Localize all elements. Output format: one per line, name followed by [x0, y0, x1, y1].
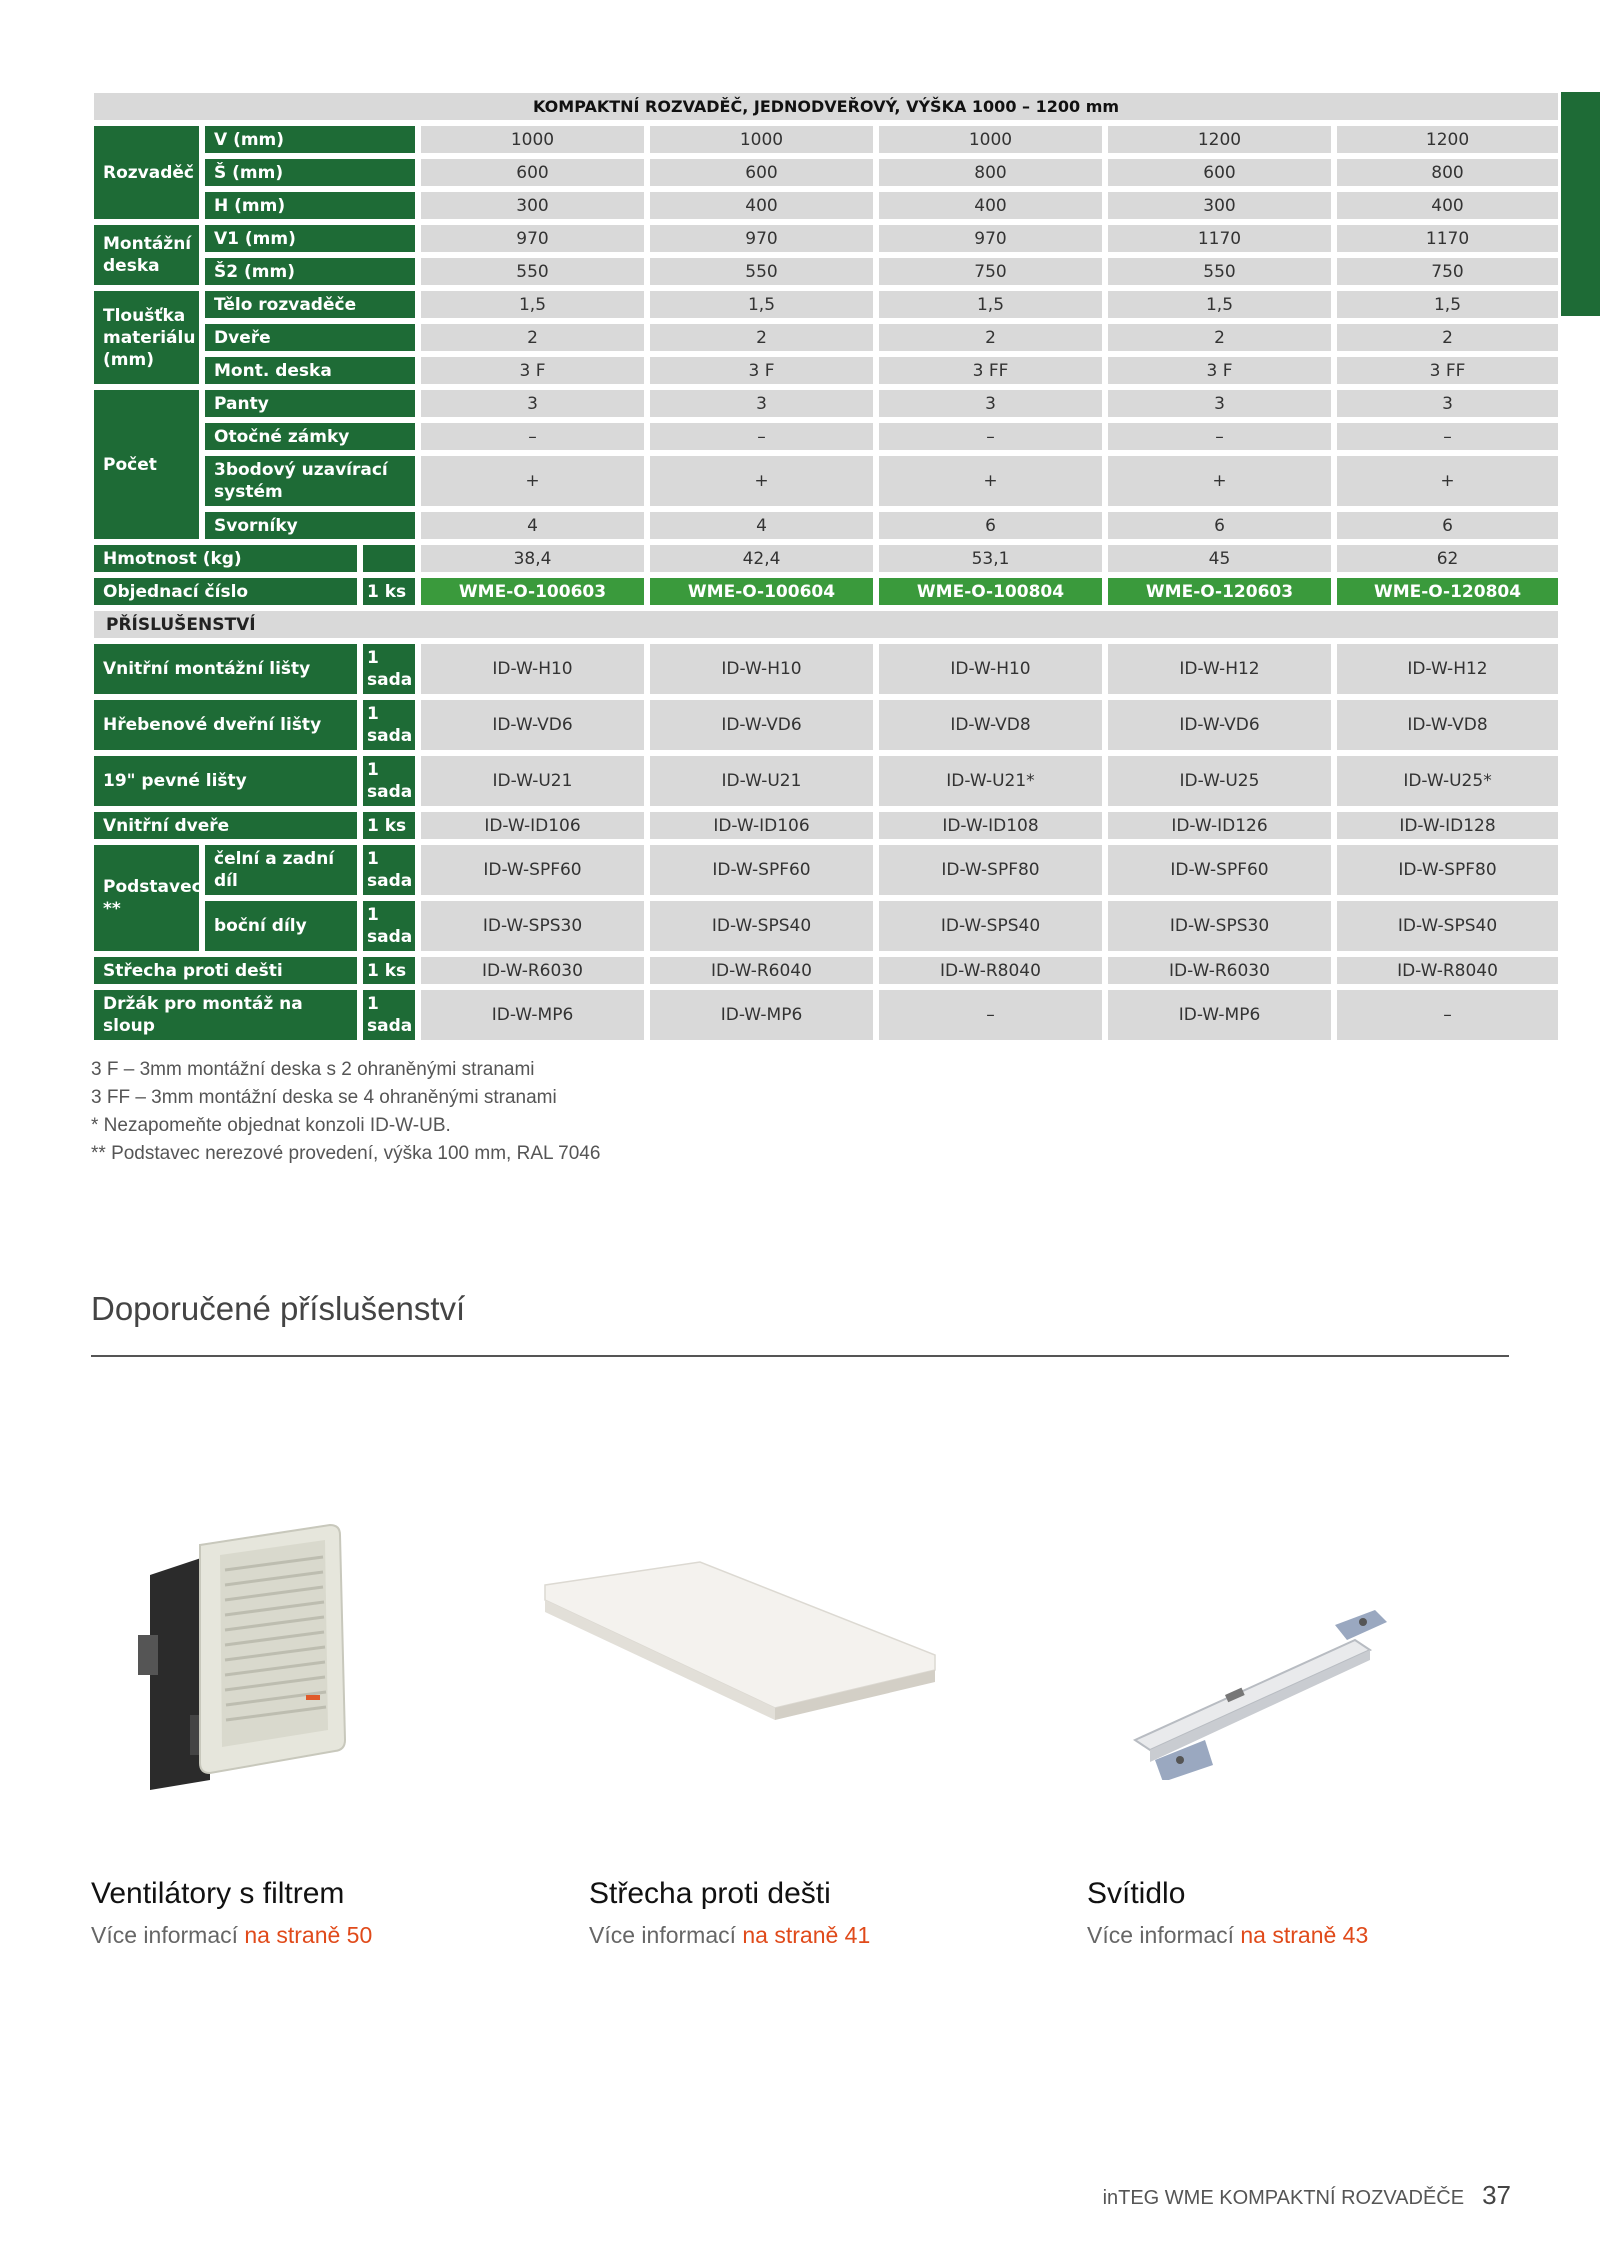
- group-label: Tloušťka materiálu (mm): [91, 288, 202, 387]
- cell: 1,5: [1334, 288, 1561, 321]
- cell: ID-W-ID106: [418, 809, 647, 842]
- cell: ID-W-R8040: [1334, 954, 1561, 987]
- product-more-info: [589, 1922, 870, 1949]
- unit-cell: 1 sada: [360, 641, 418, 697]
- table-row: [91, 123, 1561, 156]
- cell: ID-W-ID126: [1105, 809, 1334, 842]
- group-label: Rozvaděč: [91, 123, 202, 222]
- row-label: Hmotnost (kg): [91, 542, 360, 575]
- cell: 800: [1334, 156, 1561, 189]
- product-more-info: [1087, 1922, 1368, 1949]
- unit-cell: 1 ks: [360, 575, 418, 608]
- cell: ID-W-ID128: [1334, 809, 1561, 842]
- unit-cell: [360, 542, 418, 575]
- footer-title: inTEG WME KOMPAKTNÍ ROZVADĚČE: [1102, 2187, 1465, 2209]
- cell: 2: [647, 321, 876, 354]
- table-row: [91, 753, 1561, 809]
- row-label: Vnitřní dveře: [91, 809, 360, 842]
- row-label: V1 (mm): [202, 222, 418, 255]
- cell: ID-W-U21: [418, 753, 647, 809]
- unit-cell: 1 sada: [360, 753, 418, 809]
- table-row: [91, 321, 1561, 354]
- cell: +: [876, 453, 1105, 509]
- order-number: WME-O-100804: [876, 575, 1105, 608]
- cell: 1170: [1334, 222, 1561, 255]
- cell: ID-W-SPS30: [418, 898, 647, 954]
- cell: ID-W-R6030: [1105, 954, 1334, 987]
- cell: ID-W-H10: [418, 641, 647, 697]
- cell: 750: [1334, 255, 1561, 288]
- cell: 550: [647, 255, 876, 288]
- cell: 1000: [418, 123, 647, 156]
- cell: 970: [418, 222, 647, 255]
- cell: 3 FF: [1334, 354, 1561, 387]
- cell: 3 F: [418, 354, 647, 387]
- footnote: 3 FF – 3mm montážní deska se 4 ohraněnými stranami: [91, 1087, 557, 1108]
- cell: ID-W-SPF80: [1334, 842, 1561, 898]
- table-row: [91, 354, 1561, 387]
- unit-cell: 1 ks: [360, 954, 418, 987]
- cell: ID-W-U21: [647, 753, 876, 809]
- row-label: Dveře: [202, 321, 418, 354]
- cell: ID-W-SPF60: [647, 842, 876, 898]
- cell: 45: [1105, 542, 1334, 575]
- cell: 750: [876, 255, 1105, 288]
- cell: 1,5: [1105, 288, 1334, 321]
- group-label: Počet: [91, 387, 202, 542]
- cell: ID-W-MP6: [418, 987, 647, 1043]
- cell: 53,1: [876, 542, 1105, 575]
- order-number: WME-O-100603: [418, 575, 647, 608]
- divider: [91, 1355, 1509, 1357]
- table-row: [91, 189, 1561, 222]
- cell: –: [1334, 420, 1561, 453]
- cell: 550: [1105, 255, 1334, 288]
- cell: 1170: [1105, 222, 1334, 255]
- page-link[interactable]: na straně 43: [1240, 1922, 1369, 1948]
- more-info-label: Více informací: [589, 1922, 736, 1948]
- cell: ID-W-VD8: [876, 697, 1105, 753]
- cell: –: [1105, 420, 1334, 453]
- product-name: Svítidlo: [1087, 1877, 1186, 1910]
- cell: 6: [1334, 509, 1561, 542]
- cell: 600: [647, 156, 876, 189]
- cell: –: [418, 420, 647, 453]
- cell: 1,5: [647, 288, 876, 321]
- group-label: Montážní deska: [91, 222, 202, 288]
- cell: ID-W-R6040: [647, 954, 876, 987]
- cell: 3 F: [647, 354, 876, 387]
- more-info-label: Více informací: [1087, 1922, 1234, 1948]
- table-row: [91, 255, 1561, 288]
- footnote: * Nezapomeňte objednat konzoli ID-W-UB.: [91, 1115, 451, 1136]
- product-name: Střecha proti dešti: [589, 1877, 831, 1910]
- section-title: Doporučené příslušenství: [91, 1290, 466, 1327]
- order-number: WME-O-120603: [1105, 575, 1334, 608]
- row-label: boční díly: [202, 898, 360, 954]
- row-label: Hřebenové dveřní lišty: [91, 697, 360, 753]
- cell: 1200: [1105, 123, 1334, 156]
- row-label: Otočné zámky: [202, 420, 418, 453]
- cell: 300: [418, 189, 647, 222]
- cell: 3: [418, 387, 647, 420]
- cell: ID-W-VD6: [647, 697, 876, 753]
- cell: ID-W-MP6: [647, 987, 876, 1043]
- cell: +: [418, 453, 647, 509]
- cell: ID-W-MP6: [1105, 987, 1334, 1043]
- row-label: 3bodový uzavírací systém: [202, 453, 418, 509]
- product-more-info: [91, 1922, 372, 1949]
- cell: ID-W-ID108: [876, 809, 1105, 842]
- cell: 970: [647, 222, 876, 255]
- cell: ID-W-H12: [1105, 641, 1334, 697]
- cell: –: [876, 420, 1105, 453]
- row-label: Panty: [202, 387, 418, 420]
- rain-roof-image: [540, 1560, 940, 1740]
- cell: 800: [876, 156, 1105, 189]
- cell: 550: [418, 255, 647, 288]
- cell: 3 F: [1105, 354, 1334, 387]
- unit-cell: 1 sada: [360, 898, 418, 954]
- page-number: 37: [1482, 2180, 1511, 2210]
- table-row: [91, 387, 1561, 420]
- footnotes: [91, 1056, 600, 1168]
- table-row: [91, 987, 1561, 1043]
- cell: ID-W-VD6: [418, 697, 647, 753]
- row-label: Š (mm): [202, 156, 418, 189]
- table-title: KOMPAKTNÍ ROZVADĚČ, JEDNODVEŘOVÝ, VÝŠKA 1000 – 1200 mm: [91, 90, 1561, 123]
- cell: 6: [1105, 509, 1334, 542]
- row-label: 19" pevné lišty: [91, 753, 360, 809]
- unit-cell: 1 sada: [360, 987, 418, 1043]
- cell: 2: [418, 321, 647, 354]
- cell: 2: [1105, 321, 1334, 354]
- order-number: WME-O-120804: [1334, 575, 1561, 608]
- cell: ID-W-SPF80: [876, 842, 1105, 898]
- cell: 2: [876, 321, 1105, 354]
- cell: –: [876, 987, 1105, 1043]
- row-label: čelní a zadní díl: [202, 842, 360, 898]
- cell: ID-W-U21*: [876, 753, 1105, 809]
- table-row: [91, 697, 1561, 753]
- cell: 1000: [647, 123, 876, 156]
- cell: 400: [647, 189, 876, 222]
- row-label: Střecha proti dešti: [91, 954, 360, 987]
- cell: 3: [647, 387, 876, 420]
- footnote: 3 F – 3mm montážní deska s 2 ohraněnými stranami: [91, 1059, 535, 1080]
- cell: ID-W-H10: [647, 641, 876, 697]
- more-info-label: Více informací: [91, 1922, 238, 1948]
- group-label: Podstavec **: [91, 842, 202, 954]
- table-row: [91, 420, 1561, 453]
- cell: ID-W-ID106: [647, 809, 876, 842]
- row-label: Vnitřní montážní lišty: [91, 641, 360, 697]
- row-label: V (mm): [202, 123, 418, 156]
- table-row: [91, 954, 1561, 987]
- cell: ID-W-R6030: [418, 954, 647, 987]
- cell: 1200: [1334, 123, 1561, 156]
- accessories-header: PŘÍSLUŠENSTVÍ: [91, 608, 1561, 641]
- cell: 1,5: [876, 288, 1105, 321]
- row-label: Tělo rozvaděče: [202, 288, 418, 321]
- table-row: [91, 898, 1561, 954]
- unit-cell: 1 sada: [360, 842, 418, 898]
- row-label: Držák pro montáž na sloup: [91, 987, 360, 1043]
- lamp-image: [1125, 1600, 1405, 1780]
- order-number: WME-O-100604: [647, 575, 876, 608]
- cell: 400: [1334, 189, 1561, 222]
- fan-filter-image: [130, 1515, 360, 1815]
- product-name: Ventilátory s filtrem: [91, 1877, 345, 1910]
- cell: ID-W-SPS30: [1105, 898, 1334, 954]
- cell: ID-W-SPS40: [647, 898, 876, 954]
- cell: ID-W-R8040: [876, 954, 1105, 987]
- spec-table: [91, 90, 1561, 1043]
- cell: +: [1105, 453, 1334, 509]
- table-row: [91, 453, 1561, 509]
- cell: ID-W-VD8: [1334, 697, 1561, 753]
- table-row: [91, 542, 1561, 575]
- cell: 3 FF: [876, 354, 1105, 387]
- cell: 2: [1334, 321, 1561, 354]
- page-footer: [1103, 2180, 1511, 2211]
- table-row: [91, 842, 1561, 898]
- cell: 600: [418, 156, 647, 189]
- table-row: [91, 509, 1561, 542]
- cell: ID-W-SPS40: [876, 898, 1105, 954]
- cell: –: [1334, 987, 1561, 1043]
- cell: +: [647, 453, 876, 509]
- cell: 970: [876, 222, 1105, 255]
- page-link[interactable]: na straně 50: [244, 1922, 373, 1948]
- cell: ID-W-U25*: [1334, 753, 1561, 809]
- table-row: [91, 288, 1561, 321]
- row-label: Š2 (mm): [202, 255, 418, 288]
- unit-cell: 1 sada: [360, 697, 418, 753]
- table-row: [91, 222, 1561, 255]
- cell: 400: [876, 189, 1105, 222]
- table-row: [91, 809, 1561, 842]
- cell: 1,5: [418, 288, 647, 321]
- cell: ID-W-H10: [876, 641, 1105, 697]
- cell: +: [1334, 453, 1561, 509]
- unit-cell: 1 ks: [360, 809, 418, 842]
- row-label: Objednací číslo: [91, 575, 360, 608]
- row-label: H (mm): [202, 189, 418, 222]
- cell: ID-W-SPF60: [1105, 842, 1334, 898]
- cell: 6: [876, 509, 1105, 542]
- table-row: [91, 156, 1561, 189]
- cell: 300: [1105, 189, 1334, 222]
- cell: 42,4: [647, 542, 876, 575]
- table-row: [91, 575, 1561, 608]
- cell: ID-W-U25: [1105, 753, 1334, 809]
- page-link[interactable]: na straně 41: [742, 1922, 871, 1948]
- row-label: Svorníky: [202, 509, 418, 542]
- cell: 4: [418, 509, 647, 542]
- cell: 3: [1105, 387, 1334, 420]
- cell: 3: [1334, 387, 1561, 420]
- row-label: Mont. deska: [202, 354, 418, 387]
- cell: ID-W-H12: [1334, 641, 1561, 697]
- cell: ID-W-SPF60: [418, 842, 647, 898]
- footnote: ** Podstavec nerezové provedení, výška 100 mm, RAL 7046: [91, 1143, 601, 1164]
- table-row: [91, 641, 1561, 697]
- cell: ID-W-VD6: [1105, 697, 1334, 753]
- cell: 4: [647, 509, 876, 542]
- cell: 62: [1334, 542, 1561, 575]
- cell: 1000: [876, 123, 1105, 156]
- cell: 600: [1105, 156, 1334, 189]
- cell: 38,4: [418, 542, 647, 575]
- cell: –: [647, 420, 876, 453]
- cell: 3: [876, 387, 1105, 420]
- cell: ID-W-SPS40: [1334, 898, 1561, 954]
